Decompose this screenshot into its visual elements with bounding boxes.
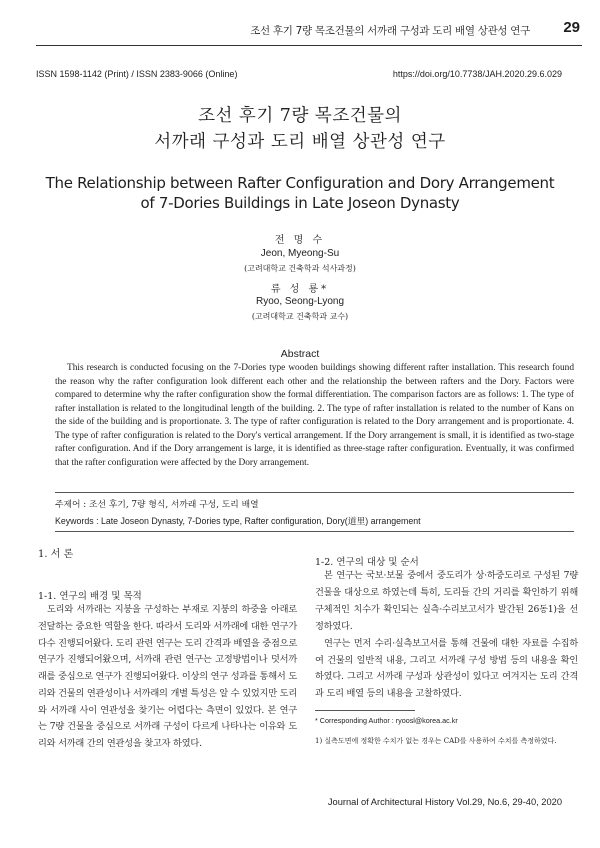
abstract-heading: Abstract xyxy=(280,348,320,360)
corresponding-author-note: * Corresponding Author : ryoosl@korea.ac.kr xyxy=(315,716,458,725)
keywords-english: Keywords : Late Joseon Dynasty, 7-Dories type, Rafter configuration, Dory(道里) arrangement xyxy=(55,516,421,526)
scope-paragraph-1: 본 연구는 국보·보물 중에서 중도리가 상·하중도리로 구성된 7량 건물을 대상으로 하였는데 특히, 도리들 간의 거리를 확인하기 위해 구체적인 치수가 확인되는 실측·수리보고서가 발간된 26동1)을 선정하였다. xyxy=(315,570,578,632)
subsection-heading-background: 1-1. 연구의 배경 및 목적 xyxy=(38,591,142,602)
scope-text xyxy=(315,568,578,703)
issn: ISSN 1598-1142 (Print) / ISSN 2383-9066 (Online) xyxy=(36,69,238,79)
title-english-line1: The Relationship between Rafter Configuration and Dory Arrangement xyxy=(45,174,555,192)
author2-affiliation: (고려대학교 건축학과 교수) xyxy=(251,312,349,321)
background-paragraph: 도리와 서까래는 지붕을 구성하는 부재로 지붕의 하중을 아래로 전달하는 중요한 역할을 한다. 따라서 도리와 서까래에 대한 연구가 다수 진행되어왔다. 도리 관련 연구는 도리 간격과 배열을 중점으로 연구가 진행되어왔으며, 서까래 관련 연구는 고정방법이나 덧서까래를 중심으로 연구가 진행되어왔다. 이상의 연구 성과를 통해서 도리와 건물의 연관성이나 서까래의 개별 특성은 알 수 있었지만 도리와 서까래 사이 연관성을 찾기는 어렵다는 측면이 있었다. 본 연구는 7량 건물을 중심으로 서까래 구성이 다르게 나타나는 이유와 도리와 서까래 간의 연관성을 찾고자 하였다. xyxy=(38,604,297,749)
title-english-line2: of 7-Dories Buildings in Late Joseon Dynasty xyxy=(140,194,460,212)
abstract-body: This research is conducted focusing on the 7-Dories type wooden buildings showing different rafter installation. This research found the reason why the rafter configuration look different each other and the relationship the between rafters and the Dory. Factors were compared to determine why the rafter configuration show the formal differentiation. The comparison factors are as follows: 1. The type of rafter installation is related to the longitudinal length of the building. 2. The type of rafter installation is related to the number of Kans on the side of the building and is proportionate. 3. The type of rafter configuration is related to the Dory arrangement and is proportionate. 4. The type of rafter configuration is related to the Dory's vertical arrangement. If the Dory arrangement is small, it is identified as two-stage rafter configuration. And if the Dory arrangement is large, it is identified as three-stage rafter configuration. Eventually, it was confirmed that the rafter configuration were affected by the Dory arrangement. xyxy=(55,363,574,468)
running-title: 조선 후기 7량 목조건물의 서까래 구성과 도리 배열 상관성 연구 xyxy=(250,25,530,37)
keywords-bottom-rule xyxy=(55,531,574,532)
author2-name-korean: 류 성 룡* xyxy=(270,284,330,295)
author1-affiliation: (고려대학교 건축학과 석사과정) xyxy=(244,264,356,273)
scope-paragraph-2: 연구는 먼저 수리·실측보고서를 통해 건물에 대한 자료를 수집하여 건물의 일반적 내용, 그리고 서까래 구성 방법 등의 내용을 확인하였다. 그리고 서까래 구성과 상관성이 있다고 여겨지는 도리 간격과 도리 배열 등의 내용을 고찰하였다. xyxy=(315,637,578,700)
footnote-rule xyxy=(315,710,415,711)
author2-name-english: Ryoo, Seong-Lyong xyxy=(255,296,345,307)
keywords-top-rule xyxy=(55,492,574,493)
header-rule xyxy=(36,45,582,46)
running-head xyxy=(0,0,590,40)
page-number: 29 xyxy=(563,19,580,36)
subsection-heading-scope: 1-2. 연구의 대상 및 순서 xyxy=(315,557,419,568)
title-korean-line2: 서까래 구성과 도리 배열 상관성 연구 xyxy=(154,132,446,152)
journal-citation-footer: Journal of Architectural History Vol.29, No.6, 29-40, 2020 xyxy=(327,797,562,807)
author1-name-english: Jeon, Myeong-Su xyxy=(260,248,340,259)
keywords-korean: 주제어 : 조선 후기, 7량 형식, 서까래 구성, 도리 배열 xyxy=(55,500,259,510)
footnote-1: 1) 실측도면에 정확한 수치가 없는 경우는 CAD를 사용하여 수치를 측정하였다. xyxy=(315,737,557,745)
doi-link[interactable]: https://doi.org/10.7738/JAH.2020.29.6.029 xyxy=(392,69,562,79)
title-korean-line1: 조선 후기 7량 목조건물의 xyxy=(198,106,402,126)
section-heading-introduction: 1. 서 론 xyxy=(38,549,74,560)
author1-name-korean: 전 명 수 xyxy=(274,235,326,246)
